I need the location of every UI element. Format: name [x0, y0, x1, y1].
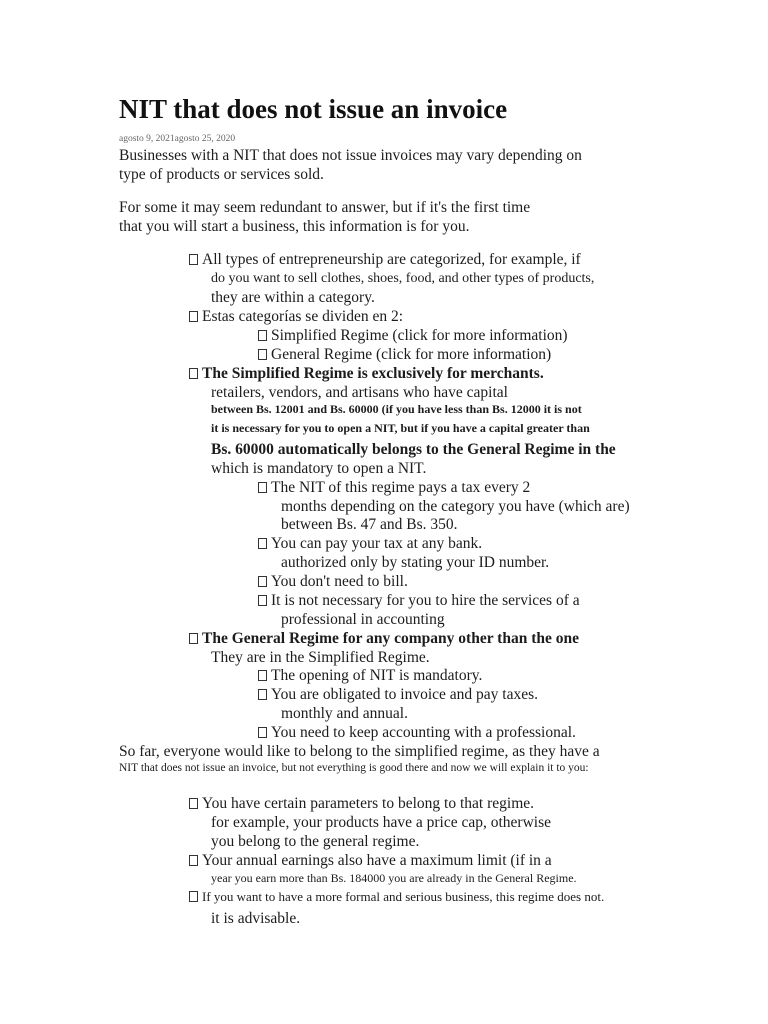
bullet-box-icon [258, 538, 267, 549]
list-item-text: The Simplified Regime is exclusively for merchants. [202, 365, 544, 382]
sublist-item [258, 536, 482, 552]
post-date: agosto 9, 2021agosto 25, 2020 [119, 134, 236, 144]
list-item-continued: it is advisable. [211, 910, 301, 927]
sublist-item-link[interactable] [258, 347, 551, 363]
list-item-continued: retailers, vendors, and artisans who have capital [211, 384, 508, 401]
sublist-item-text: You need to keep accounting with a professional. [271, 724, 576, 741]
sublist-item-text: General Regime (click for more information) [271, 346, 552, 363]
bullet-box-icon [258, 482, 267, 493]
sublist-item-text: You don't need to bill. [271, 573, 408, 590]
sublist-item-text: You are obligated to invoice and pay taxes. [271, 686, 539, 703]
intro-line-1: Businesses with a NIT that does not issue invoices may vary depending on [119, 147, 582, 164]
bullet-box-icon [189, 368, 198, 379]
sublist-item-text: Simplified Regime (click for more information) [271, 327, 568, 344]
bullet-box-icon [258, 670, 267, 681]
bullet-box-icon [189, 633, 198, 644]
bullet-box-icon [189, 798, 198, 809]
bullet-box-icon [189, 311, 198, 322]
list-item-continued: between Bs. 12001 and Bs. 60000 (if you have less than Bs. 12000 it is not [211, 402, 582, 416]
bullet-box-icon [258, 330, 267, 341]
list-item [189, 309, 403, 325]
sublist-item-text: The NIT of this regime pays a tax every 2 [271, 479, 531, 496]
sublist-item [258, 668, 482, 684]
page-title: NIT that does not issue an invoice [119, 94, 508, 124]
list-item [189, 631, 579, 647]
list-item [189, 796, 534, 812]
sublist-item-continued: monthly and annual. [281, 705, 408, 722]
list-item-continued: you belong to the general regime. [211, 833, 420, 850]
bullet-box-icon [189, 891, 198, 902]
sublist-item-text: The opening of NIT is mandatory. [271, 667, 483, 684]
list-item-continued: Bs. 60000 automatically belongs to the General Regime in the [211, 441, 616, 458]
list-item [189, 853, 552, 869]
list-item [189, 890, 604, 903]
list-item-continued: They are in the Simplified Regime. [211, 649, 430, 666]
sublist-item [258, 574, 408, 590]
bullet-box-icon [189, 855, 198, 866]
summary-line-1: So far, everyone would like to belong to the simplified regime, as they have a [119, 743, 600, 760]
bullet-box-icon [258, 576, 267, 587]
sublist-item-continued: authorized only by stating your ID number. [281, 554, 550, 571]
sublist-item-continued: professional in accounting [281, 611, 445, 628]
list-item-text: Estas categorías se dividen en 2: [202, 308, 404, 325]
list-item-continued: which is mandatory to open a NIT. [211, 460, 427, 477]
list-item-continued: year you earn more than Bs. 184000 you are already in the General Regime. [211, 871, 577, 885]
para2-line-1: For some it may seem redundant to answer, but if it's the first time [119, 199, 531, 216]
list-item [189, 252, 581, 268]
sublist-item-continued: months depending on the category you have (which are) [281, 498, 630, 515]
para2-line-2: that you will start a business, this information is for you. [119, 218, 470, 235]
list-item-text: The General Regime for any company other than the one [202, 630, 579, 647]
intro-line-2: type of products or services sold. [119, 166, 324, 183]
sublist-item-link[interactable] [258, 328, 568, 344]
list-item-continued: it is necessary for you to open a NIT, but if you have a capital greater than [211, 421, 590, 435]
sublist-item [258, 480, 530, 496]
bullet-box-icon [258, 595, 267, 606]
list-item-continued: do you want to sell clothes, shoes, food, and other types of products, [211, 271, 595, 286]
sublist-item-text: It is not necessary for you to hire the services of a [271, 592, 580, 609]
list-item-text: You have certain parameters to belong to that regime. [202, 795, 535, 812]
bullet-box-icon [258, 727, 267, 738]
sublist-item [258, 687, 538, 703]
list-item-text: If you want to have a more formal and serious business, this regime does not. [202, 889, 605, 904]
list-item-continued: for example, your products have a price cap, otherwise [211, 814, 552, 831]
list-item-text: Your annual earnings also have a maximum limit (if in a [202, 852, 552, 869]
bullet-box-icon [258, 689, 267, 700]
list-item-continued: they are within a category. [211, 289, 375, 306]
sublist-item-continued: between Bs. 47 and Bs. 350. [281, 516, 458, 533]
sublist-item [258, 725, 576, 741]
bullet-box-icon [189, 254, 198, 265]
bullet-box-icon [258, 349, 267, 360]
summary-line-2: NIT that does not issue an invoice, but not everything is good there and now we will explain it to you: [119, 762, 589, 774]
list-item [189, 366, 544, 382]
list-item-text: All types of entrepreneurship are categorized, for example, if [202, 251, 581, 268]
sublist-item-text: You can pay your tax at any bank. [271, 535, 483, 552]
sublist-item [258, 593, 580, 609]
